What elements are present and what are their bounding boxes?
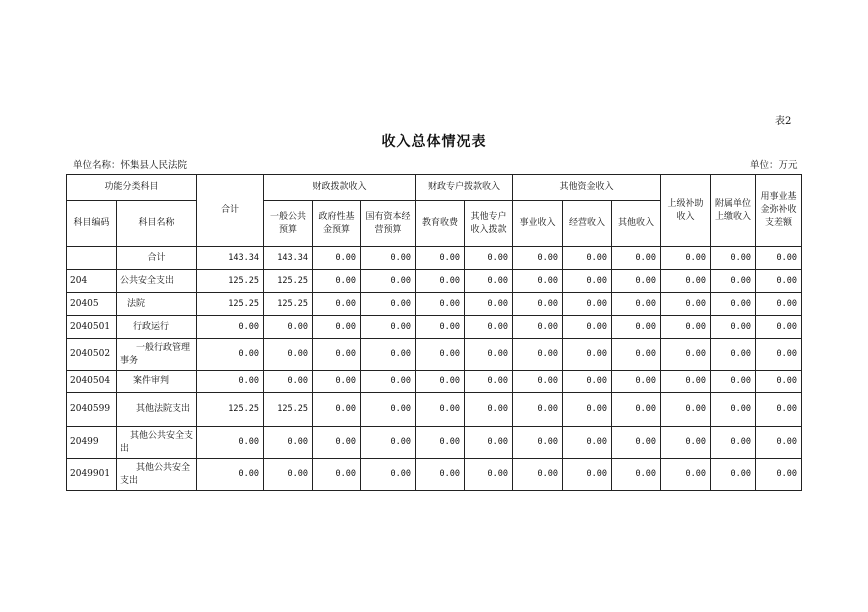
cell-other-special: 0.00	[465, 293, 513, 316]
cell-superior: 0.00	[661, 427, 711, 459]
header-oper: 经营收入	[563, 201, 612, 247]
cell-biz: 0.00	[513, 316, 563, 339]
cell-superior: 0.00	[661, 316, 711, 339]
cell-affiliate: 0.00	[711, 427, 756, 459]
cell-other-special: 0.00	[465, 316, 513, 339]
row-name: 其他法院支出	[117, 393, 197, 427]
row-code: 2040599	[67, 393, 117, 427]
cell-fund-gap: 0.00	[756, 371, 802, 393]
cell-general: 0.00	[264, 427, 313, 459]
cell-state-cap: 0.00	[361, 339, 416, 371]
row-name: 其他公共安全支出	[117, 459, 197, 491]
cell-general: 0.00	[264, 459, 313, 491]
row-code: 20405	[67, 293, 117, 316]
cell-gov-fund: 0.00	[313, 427, 361, 459]
cell-gov-fund: 0.00	[313, 316, 361, 339]
table-row	[67, 270, 802, 293]
cell-other-special: 0.00	[465, 339, 513, 371]
cell-state-cap: 0.00	[361, 270, 416, 293]
income-table	[66, 174, 802, 491]
cell-state-cap: 0.00	[361, 293, 416, 316]
cell-general: 0.00	[264, 371, 313, 393]
cell-edu: 0.00	[416, 270, 465, 293]
row-name: 法院	[117, 293, 197, 316]
header-general: 一般公共预算	[264, 201, 313, 247]
cell-edu: 0.00	[416, 316, 465, 339]
header-special: 财政专户拨款收入	[416, 175, 513, 201]
cell-affiliate: 0.00	[711, 393, 756, 427]
cell-total: 0.00	[197, 459, 264, 491]
page-title: 收入总体情况表	[381, 134, 487, 150]
cell-gov-fund: 0.00	[313, 270, 361, 293]
row-code: 2049901	[67, 459, 117, 491]
cell-oper: 0.00	[563, 393, 612, 427]
table-row	[67, 247, 802, 270]
cell-other-inc: 0.00	[612, 371, 661, 393]
cell-affiliate: 0.00	[711, 247, 756, 270]
cell-gov-fund: 0.00	[313, 339, 361, 371]
header-state-cap: 国有资本经营预算	[361, 201, 416, 247]
cell-oper: 0.00	[563, 427, 612, 459]
cell-biz: 0.00	[513, 393, 563, 427]
cell-total: 125.25	[197, 270, 264, 293]
cell-total: 0.00	[197, 339, 264, 371]
cell-edu: 0.00	[416, 247, 465, 270]
cell-other-inc: 0.00	[612, 316, 661, 339]
cell-oper: 0.00	[563, 339, 612, 371]
cell-fund-gap: 0.00	[756, 339, 802, 371]
cell-other-special: 0.00	[465, 247, 513, 270]
cell-affiliate: 0.00	[711, 339, 756, 371]
row-code: 2040504	[67, 371, 117, 393]
cell-fund-gap: 0.00	[756, 293, 802, 316]
cell-state-cap: 0.00	[361, 459, 416, 491]
cell-biz: 0.00	[513, 427, 563, 459]
table-row	[67, 316, 802, 339]
cell-biz: 0.00	[513, 270, 563, 293]
cell-affiliate: 0.00	[711, 316, 756, 339]
cell-other-inc: 0.00	[612, 293, 661, 316]
cell-biz: 0.00	[513, 371, 563, 393]
cell-affiliate: 0.00	[711, 371, 756, 393]
header-total: 合计	[197, 175, 264, 247]
cell-gov-fund: 0.00	[313, 293, 361, 316]
cell-state-cap: 0.00	[361, 393, 416, 427]
header-func: 功能分类科目	[67, 175, 197, 201]
row-code	[67, 247, 117, 270]
cell-total: 0.00	[197, 427, 264, 459]
cell-superior: 0.00	[661, 459, 711, 491]
cell-gov-fund: 0.00	[313, 393, 361, 427]
cell-oper: 0.00	[563, 371, 612, 393]
header-other-special: 其他专户收入拨款	[465, 201, 513, 247]
header-gov-fund: 政府性基金预算	[313, 201, 361, 247]
cell-total: 125.25	[197, 293, 264, 316]
header-fund-gap: 用事业基金弥补收支差额	[756, 175, 802, 247]
cell-other-inc: 0.00	[612, 247, 661, 270]
row-name: 一般行政管理事务	[117, 339, 197, 371]
header-biz: 事业收入	[513, 201, 563, 247]
cell-general: 125.25	[264, 270, 313, 293]
cell-superior: 0.00	[661, 247, 711, 270]
row-name: 公共安全支出	[117, 270, 197, 293]
cell-total: 125.25	[197, 393, 264, 427]
cell-state-cap: 0.00	[361, 427, 416, 459]
cell-general: 0.00	[264, 339, 313, 371]
table-row	[67, 459, 802, 491]
cell-fund-gap: 0.00	[756, 316, 802, 339]
table-number: 表2	[775, 116, 792, 127]
header-name: 科目名称	[117, 201, 197, 247]
cell-edu: 0.00	[416, 371, 465, 393]
cell-total: 0.00	[197, 371, 264, 393]
table-row	[67, 293, 802, 316]
cell-other-special: 0.00	[465, 371, 513, 393]
cell-biz: 0.00	[513, 247, 563, 270]
cell-affiliate: 0.00	[711, 459, 756, 491]
row-code: 204	[67, 270, 117, 293]
row-code: 2040501	[67, 316, 117, 339]
cell-affiliate: 0.00	[711, 293, 756, 316]
table-row	[67, 393, 802, 427]
cell-edu: 0.00	[416, 393, 465, 427]
cell-fund-gap: 0.00	[756, 270, 802, 293]
cell-affiliate: 0.00	[711, 270, 756, 293]
cell-fund-gap: 0.00	[756, 247, 802, 270]
header-superior: 上级补助收入	[661, 175, 711, 247]
cell-superior: 0.00	[661, 339, 711, 371]
cell-gov-fund: 0.00	[313, 459, 361, 491]
row-name: 其他公共安全支出	[117, 427, 197, 459]
cell-other-inc: 0.00	[612, 339, 661, 371]
cell-other-special: 0.00	[465, 427, 513, 459]
cell-oper: 0.00	[563, 293, 612, 316]
cell-other-inc: 0.00	[612, 393, 661, 427]
row-name: 案件审判	[117, 371, 197, 393]
cell-edu: 0.00	[416, 459, 465, 491]
row-code: 20499	[67, 427, 117, 459]
cell-other-special: 0.00	[465, 393, 513, 427]
currency-unit: 单位：万元	[750, 160, 798, 171]
header-affiliate: 附属单位上缴收入	[711, 175, 756, 247]
row-name: 行政运行	[117, 316, 197, 339]
cell-biz: 0.00	[513, 339, 563, 371]
cell-total: 0.00	[197, 316, 264, 339]
cell-fund-gap: 0.00	[756, 393, 802, 427]
cell-edu: 0.00	[416, 293, 465, 316]
cell-superior: 0.00	[661, 393, 711, 427]
cell-edu: 0.00	[416, 427, 465, 459]
cell-superior: 0.00	[661, 371, 711, 393]
cell-other-special: 0.00	[465, 270, 513, 293]
row-name: 合计	[117, 247, 197, 270]
cell-state-cap: 0.00	[361, 371, 416, 393]
table-row	[67, 339, 802, 371]
cell-oper: 0.00	[563, 247, 612, 270]
cell-fund-gap: 0.00	[756, 459, 802, 491]
unit-name: 单位名称：怀集县人民法院	[73, 160, 188, 171]
header-other-inc: 其他收入	[612, 201, 661, 247]
cell-other-special: 0.00	[465, 459, 513, 491]
cell-superior: 0.00	[661, 270, 711, 293]
header-fiscal: 财政拨款收入	[264, 175, 416, 201]
cell-gov-fund: 0.00	[313, 247, 361, 270]
cell-oper: 0.00	[563, 459, 612, 491]
cell-general: 0.00	[264, 316, 313, 339]
cell-general: 125.25	[264, 293, 313, 316]
header-other-funds: 其他资金收入	[513, 175, 661, 201]
cell-oper: 0.00	[563, 270, 612, 293]
cell-oper: 0.00	[563, 316, 612, 339]
cell-general: 125.25	[264, 393, 313, 427]
cell-total: 143.34	[197, 247, 264, 270]
cell-other-inc: 0.00	[612, 427, 661, 459]
cell-other-inc: 0.00	[612, 459, 661, 491]
table-row	[67, 371, 802, 393]
cell-state-cap: 0.00	[361, 247, 416, 270]
cell-other-inc: 0.00	[612, 270, 661, 293]
cell-biz: 0.00	[513, 293, 563, 316]
cell-edu: 0.00	[416, 339, 465, 371]
table-row	[67, 427, 802, 459]
row-code: 2040502	[67, 339, 117, 371]
cell-superior: 0.00	[661, 293, 711, 316]
header-edu: 教育收费	[416, 201, 465, 247]
cell-gov-fund: 0.00	[313, 371, 361, 393]
cell-state-cap: 0.00	[361, 316, 416, 339]
header-code: 科目编码	[67, 201, 117, 247]
cell-biz: 0.00	[513, 459, 563, 491]
cell-general: 143.34	[264, 247, 313, 270]
cell-fund-gap: 0.00	[756, 427, 802, 459]
